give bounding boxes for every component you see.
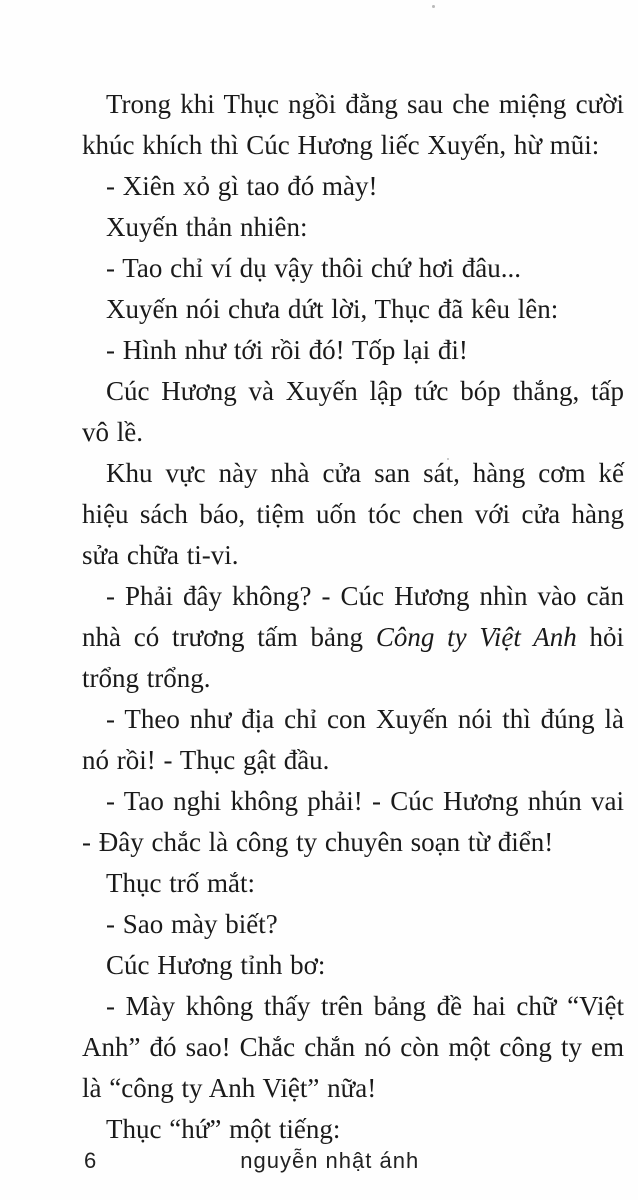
running-title-author: nguyễn nhật ánh xyxy=(240,1148,420,1173)
paragraph-narration: Cúc Hương tỉnh bơ: xyxy=(106,950,326,980)
page-text xyxy=(82,84,624,1150)
paragraph-narration: Thục “hứ” một tiếng: xyxy=(106,1114,341,1144)
paragraph-segment: hỏi trổng trổng. xyxy=(82,622,624,693)
page-footer xyxy=(0,1146,638,1180)
paragraph-dialogue-with-italic xyxy=(82,576,624,699)
italic-company-name: Công ty Việt Anh xyxy=(375,622,577,652)
paragraph-narration: Xuyến thản nhiên: xyxy=(106,212,308,242)
paragraph-dialogue: - Mày không thấy trên bảng đề hai chữ “Việt Anh” đó sao! Chắc chắn nó còn một công ty em là “công ty Anh Việt” nữa! xyxy=(82,991,624,1103)
paragraph-dialogue: - Tao chỉ ví dụ vậy thôi chứ hơi đâu... xyxy=(106,253,521,283)
paragraph-narration: Xuyến nói chưa dứt lời, Thục đã kêu lên: xyxy=(106,294,559,324)
paragraph-narration: Thục trố mắt: xyxy=(106,868,255,898)
paragraph-narration: Khu vực này nhà cửa san sát, hàng cơm kế hiệu sách báo, tiệm uốn tóc chen với cửa hàng sửa chữa ti-vi. xyxy=(82,458,624,570)
paragraph-dialogue: - Theo như địa chỉ con Xuyến nói thì đúng là nó rồi! - Thục gật đầu. xyxy=(82,704,624,775)
paragraph-segment: - Phải đây không? - Cúc Hương nhìn vào căn nhà có trương tấm bảng xyxy=(82,581,624,652)
scan-artifact-dot xyxy=(432,5,435,8)
paragraph-dialogue: - Hình như tới rồi đó! Tốp lại đi! xyxy=(106,335,468,365)
paragraph-narration: Cúc Hương và Xuyến lập tức bóp thắng, tấp vô lề. xyxy=(82,376,624,447)
page-number: 6 xyxy=(84,1148,97,1173)
paragraph-dialogue: - Xiên xỏ gì tao đó mày! xyxy=(106,171,378,201)
paragraph-dialogue: - Tao nghi không phải! - Cúc Hương nhún vai - Đây chắc là công ty chuyên soạn từ điển! xyxy=(82,786,624,857)
paragraph-dialogue: - Sao mày biết? xyxy=(106,909,278,939)
paragraph-narration: Trong khi Thục ngồi đằng sau che miệng cười khúc khích thì Cúc Hương liếc Xuyến, hừ mũi: xyxy=(82,89,624,160)
